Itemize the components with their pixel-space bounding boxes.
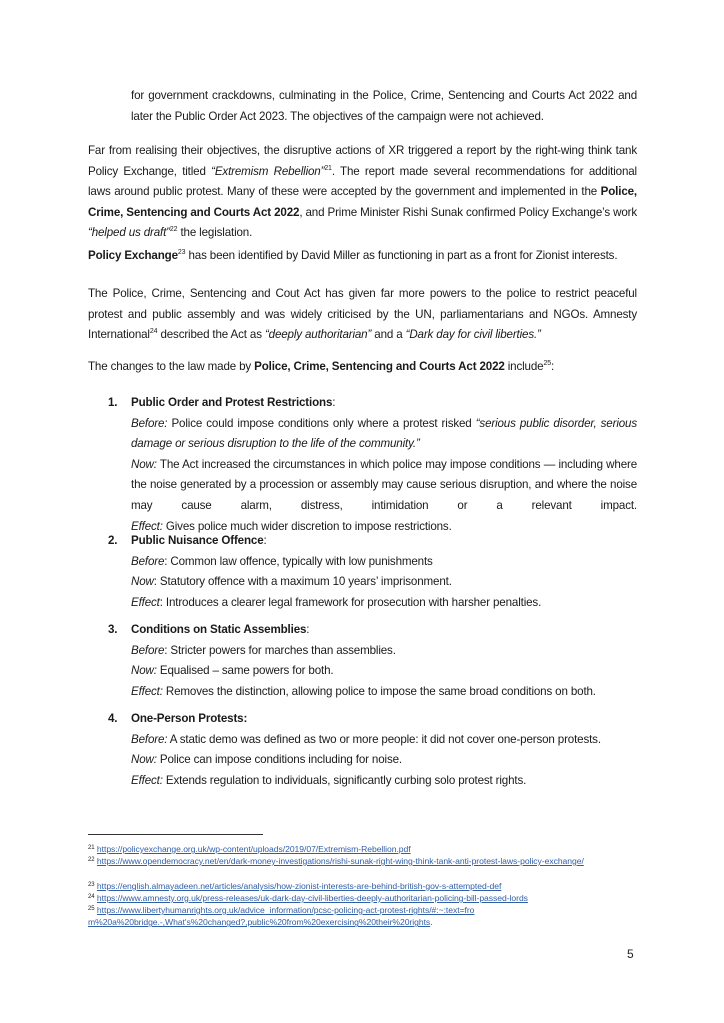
act-name-bold: Police, Crime, Sentencing and Courts Act 2022 <box>88 185 637 219</box>
effect-label: Effect: <box>131 519 163 533</box>
quote-extremism-rebellion: “Extremism Rebellion” <box>211 164 325 178</box>
list-item-static-assemblies <box>88 620 637 702</box>
policy-exchange-bold: Policy Exchange <box>88 249 178 262</box>
now-label: Now <box>131 575 154 589</box>
before-label: Before: <box>131 732 168 746</box>
list-item-public-order <box>88 393 637 537</box>
continuation-line-2: later the Public Order Act 2023. The objectives of the campaign were not achieved. <box>131 109 544 123</box>
title-suffix: : <box>306 623 310 636</box>
footnote-trailing: . <box>430 917 433 928</box>
text-run: The Police, Crime, Sentencing and Cout Act has given far more powers to the police to restrict peaceful protest and public assembly and was widely criticised by the UN, parliamentarians and NGOs. Amnesty International <box>88 287 637 342</box>
now-text: : Statutory offence with a maximum 10 years’ imprisonment. <box>153 575 452 589</box>
list-number: 4. <box>108 712 118 725</box>
before-label: Before <box>131 643 165 657</box>
title-suffix: : <box>332 396 336 409</box>
list-item-body <box>131 393 637 537</box>
text-run: has been identified by David Miller as functioning in part as a front for Zionist interests. <box>185 249 618 262</box>
list-item-body <box>131 620 637 702</box>
footnote-ref-23[interactable]: 23 <box>177 249 186 256</box>
paragraph-act-criticism <box>88 284 637 346</box>
before-label: Before: <box>131 416 168 430</box>
footnote-ref-22[interactable]: 22 <box>169 226 178 234</box>
quote-deeply-authoritarian: “deeply authoritarian” <box>264 328 372 342</box>
before-quote: “serious public disorder, serious damage or serious disruption to the life of the community.” <box>131 416 637 451</box>
now-text: Equalised – same powers for both. <box>156 664 334 678</box>
footnote-number: 21 <box>88 845 95 851</box>
footnote-link[interactable]: https://english.almayadeen.net/articles/analysis/how-zionist-interests-are-behind-british-gov-s-attempted-def <box>96 881 502 891</box>
text-run: : <box>550 360 555 373</box>
footnote-number: 24 <box>88 894 95 900</box>
title-suffix: : <box>263 534 267 547</box>
list-item-body <box>131 709 637 791</box>
continuation-paragraph <box>131 86 637 127</box>
page-number: 5 <box>627 947 634 961</box>
now-label: Now: <box>131 753 157 767</box>
footnote-25 <box>88 904 488 928</box>
list-item-one-person-protests <box>88 709 637 791</box>
list-number: 1. <box>108 396 118 409</box>
now-text: The Act increased the circumstances in which police may impose conditions — including where the noise generated by a procession or assembly may cause serious disruption, and where the noise may cause alarm, distress, intimidation or a relevant impact. <box>131 457 637 512</box>
footnote-ref-25[interactable]: 25 <box>543 360 551 367</box>
footnote-ref-21[interactable]: 21 <box>324 164 332 172</box>
continuation-line-1: for government crackdowns, culminating in the Police, Crime, Sentencing and Courts Act 2022 and <box>131 89 637 102</box>
text-run: . The report made several recommendations for additional laws around public protest. Many of these were accepted by the government and implemented in the <box>88 164 637 199</box>
list-item-title: One-Person Protests: <box>131 712 248 725</box>
effect-text: : Introduces a clearer legal framework for prosecution with harsher penalties. <box>159 595 542 609</box>
footnote-link[interactable]: https://policyexchange.org.uk/wp-content/uploads/2019/07/Extremism-Rebellion.pdf <box>96 844 411 854</box>
text-run: Far from realising their objectives, the disruptive actions of XR triggered a report by the right-wing think tank Policy Exchange, titled <box>88 144 637 178</box>
footnote-number: 22 <box>88 857 95 863</box>
quote-dark-day: “Dark day for civil liberties.” <box>405 328 541 342</box>
list-number: 2. <box>108 534 118 547</box>
footnote-separator <box>88 834 263 835</box>
before-text: A static demo was defined as two or more people: it did not cover one-person protests. <box>167 732 601 746</box>
before-text: : Stricter powers for marches than assemblies. <box>164 643 396 657</box>
list-number: 3. <box>108 623 118 636</box>
list-item-title: Public Order and Protest Restrictions <box>131 396 333 409</box>
now-text: Police can impose conditions including for noise. <box>156 753 402 767</box>
footnote-number: 25 <box>88 906 95 912</box>
footnote-22 <box>88 855 628 867</box>
text-run: include <box>504 360 544 373</box>
effect-text: Gives police much wider discretion to impose restrictions. <box>162 519 452 533</box>
paragraph-policy-exchange-report <box>88 141 637 244</box>
effect-label: Effect: <box>131 684 163 698</box>
effect-label: Effect: <box>131 773 163 787</box>
footnote-link[interactable]: https://www.amnesty.org.uk/press-releases/uk-dark-day-civil-liberties-deeply-authoritarian-policing-bill-passed-lords <box>96 893 528 903</box>
text-run: and a <box>371 328 406 342</box>
now-label: Now: <box>131 664 157 678</box>
text-run: The changes to the law made by <box>88 360 255 373</box>
list-item-body <box>131 531 637 613</box>
before-label: Before <box>131 554 165 568</box>
effect-text: Extends regulation to individuals, significantly curbing solo protest rights. <box>162 773 527 787</box>
list-item-title: Public Nuisance Offence <box>131 534 264 547</box>
paragraph-policy-exchange-miller <box>88 246 637 267</box>
footnote-ref-24[interactable]: 24 <box>149 328 158 336</box>
effect-text: Removes the distinction, allowing police to impose the same broad conditions on both. <box>162 684 596 698</box>
now-label: Now: <box>131 457 157 471</box>
footnote-23 <box>88 880 648 892</box>
text-run: described the Act as <box>157 328 265 342</box>
act-name-bold: Police, Crime, Sentencing and Courts Act 2022 <box>254 360 505 373</box>
footnote-number: 23 <box>88 882 95 888</box>
paragraph-changes-intro <box>88 357 637 378</box>
effect-label: Effect <box>131 595 160 609</box>
footnote-24 <box>88 892 648 904</box>
before-text: Police could impose conditions only where a protest risked <box>167 416 476 430</box>
text-run: the legislation. <box>177 226 253 240</box>
footnote-21 <box>88 843 648 855</box>
before-text: : Common law offence, typically with low punishments <box>164 554 433 568</box>
quote-helped-us-draft: “helped us draft” <box>88 226 170 240</box>
text-run: , and Prime Minister Rishi Sunak confirmed Policy Exchange’s work <box>299 205 637 219</box>
footnote-link[interactable]: https://www.opendemocracy.net/en/dark-money-investigations/rishi-sunak-right-wing-think-tank-anti-protest-laws-policy-exchange/ <box>96 856 584 866</box>
list-item-public-nuisance <box>88 531 637 613</box>
list-item-title: Conditions on Static Assemblies <box>131 623 307 636</box>
footnote-link[interactable]: https://www.libertyhumanrights.org.uk/advice_information/pcsc-policing-act-protest-rights/#:~:text=from%20a%20bridge.-,What's%20changed?,public%20from%20exercising%20their%20rights <box>88 905 475 928</box>
